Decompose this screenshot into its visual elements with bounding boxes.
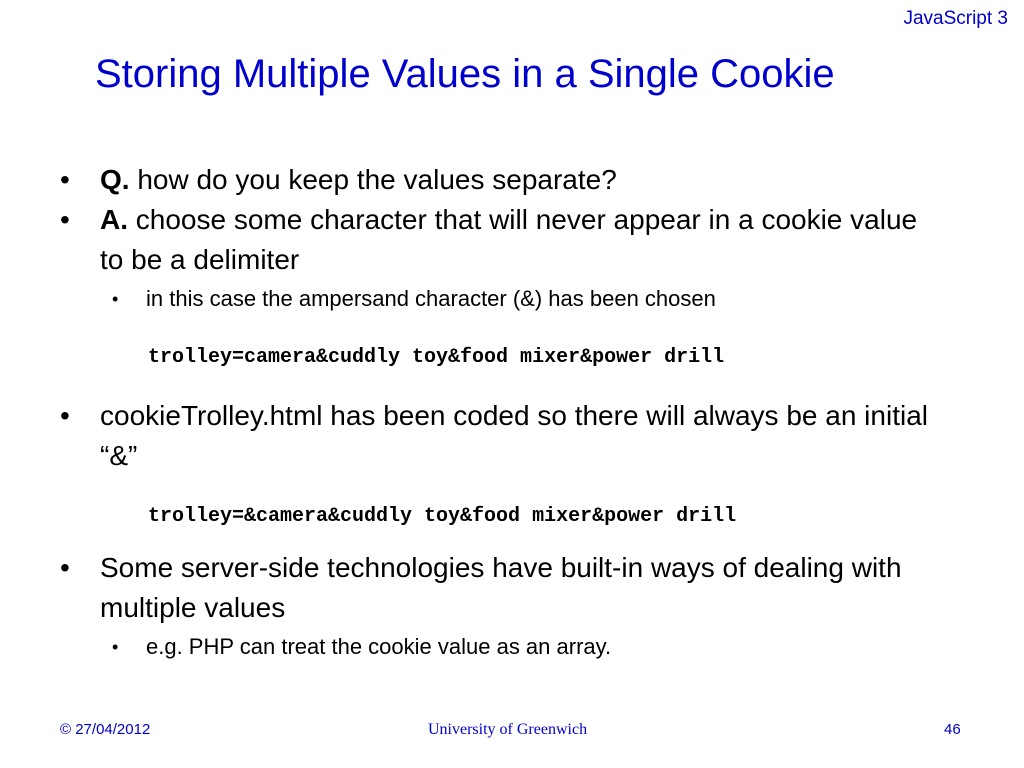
bullet-text: cookieTrolley.html has been coded so there will always be an initial “&”	[100, 400, 928, 471]
bullet-server-side	[60, 548, 940, 628]
question-text: how do you keep the values separate?	[129, 164, 617, 195]
bullet-marker: •	[60, 552, 70, 583]
course-label: JavaScript 3	[903, 8, 1008, 29]
bullet-marker: •	[60, 204, 70, 235]
bullet-marker: •	[112, 289, 119, 309]
footer-date: © 27/04/2012	[60, 721, 151, 738]
bullet-marker: •	[112, 637, 119, 657]
bullet-question	[60, 160, 940, 200]
answer-label: A.	[100, 204, 128, 235]
answer-text: choose some character that will never appear in a cookie value to be a delimiter	[100, 204, 918, 275]
slide-title: Storing Multiple Values in a Single Cookie	[95, 52, 835, 96]
question-label: Q.	[100, 164, 130, 195]
footer-institution: University of Greenwich	[428, 721, 588, 738]
bullet-answer	[60, 200, 940, 280]
sub-bullet-text: in this case the ampersand character (&) has been chosen	[146, 286, 716, 311]
sub-bullet-php	[112, 632, 912, 662]
code-example-1: trolley=camera&cuddly toy&food mixer&power drill	[148, 346, 725, 369]
page-number: 46	[944, 721, 961, 738]
bullet-text: Some server-side technologies have built-in ways of dealing with multiple values	[100, 552, 902, 623]
bullet-initial-ampersand	[60, 396, 940, 476]
code-example-2: trolley=&camera&cuddly toy&food mixer&power drill	[148, 505, 737, 528]
sub-bullet-ampersand	[112, 284, 912, 314]
bullet-marker: •	[60, 164, 70, 195]
bullet-marker: •	[60, 400, 70, 431]
sub-bullet-text: e.g. PHP can treat the cookie value as an array.	[146, 634, 612, 659]
